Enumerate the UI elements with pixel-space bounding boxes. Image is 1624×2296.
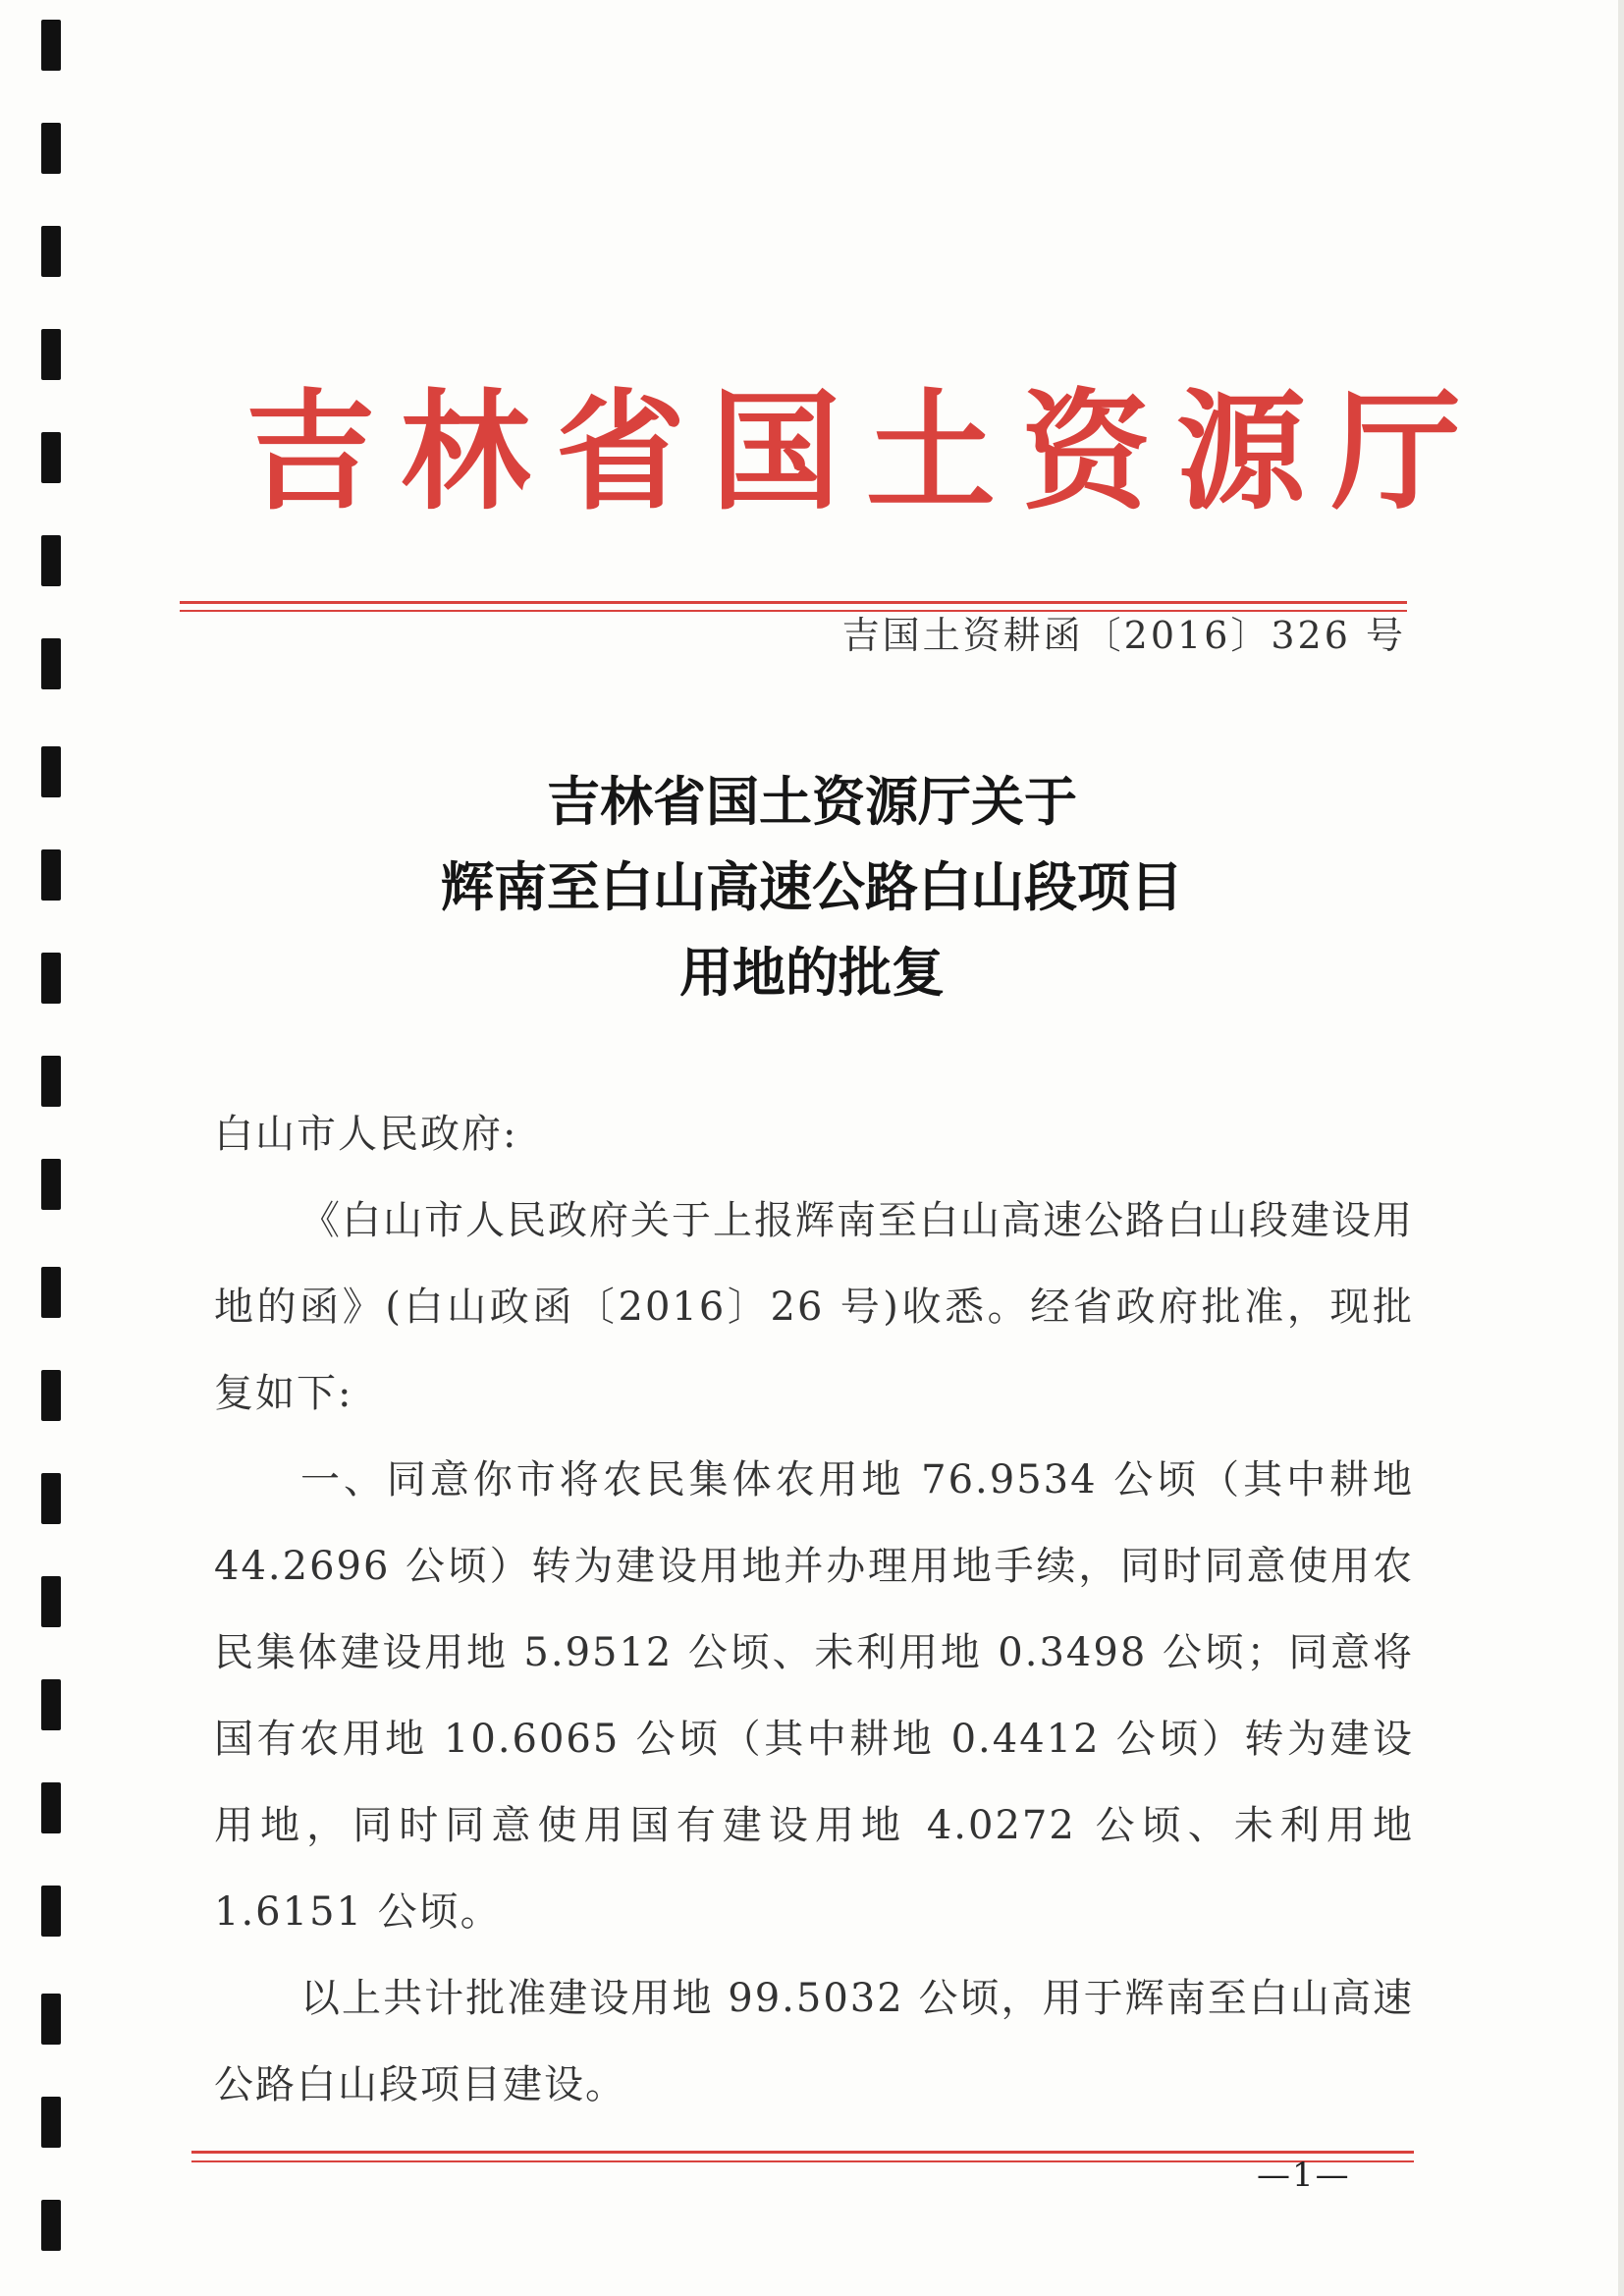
body-paragraph-2: 一、同意你市将农民集体农用地 76.9534 公顷（其中耕地 44.2696 公顷）转为建设用地并办理用地手续，同时同意使用农民集体建设用地 5.9512 公顷、未利用地 0.3498 公顷；同意将国有农用地 10.6065 公顷（其中耕地 0.4412 公顷）转为建设用地，同时同意使用国有建设用地 4.0272 公顷、未利用地 1.6151 公顷。 [214, 1457, 1414, 1935]
binding-holes [41, 0, 71, 2296]
title-line-2: 辉南至白山高速公路白山段项目 [441, 856, 1183, 918]
salutation: 白山市人民政府: [214, 1112, 518, 1157]
footer-red-rule-bottom [191, 2160, 1414, 2162]
title-line-3: 用地的批复 [679, 942, 945, 1004]
body-paragraph-1: 《白山市人民政府关于上报辉南至白山高速公路白山段建设用地的函》(白山政函〔2016〕26 号)收悉。经省政府批准，现批复如下: [214, 1198, 1414, 1416]
footer-red-rule-top [191, 2151, 1414, 2154]
page-edge-shadow [1618, 0, 1624, 2296]
letterhead-org-name: 吉林省国土资源厅 [245, 377, 1487, 528]
title-line-1: 吉林省国土资源厅关于 [547, 771, 1077, 833]
letterhead-red-rule-top [180, 601, 1407, 604]
page-number: —1— [1257, 2156, 1351, 2195]
document-number: 吉国土资耕函〔2016〕326 号 [841, 614, 1406, 657]
body-paragraph-3: 以上共计批准建设用地 99.5032 公顷，用于辉南至白山高速公路白山段项目建设。 [214, 1976, 1414, 2107]
letter-body [214, 1091, 1414, 2128]
